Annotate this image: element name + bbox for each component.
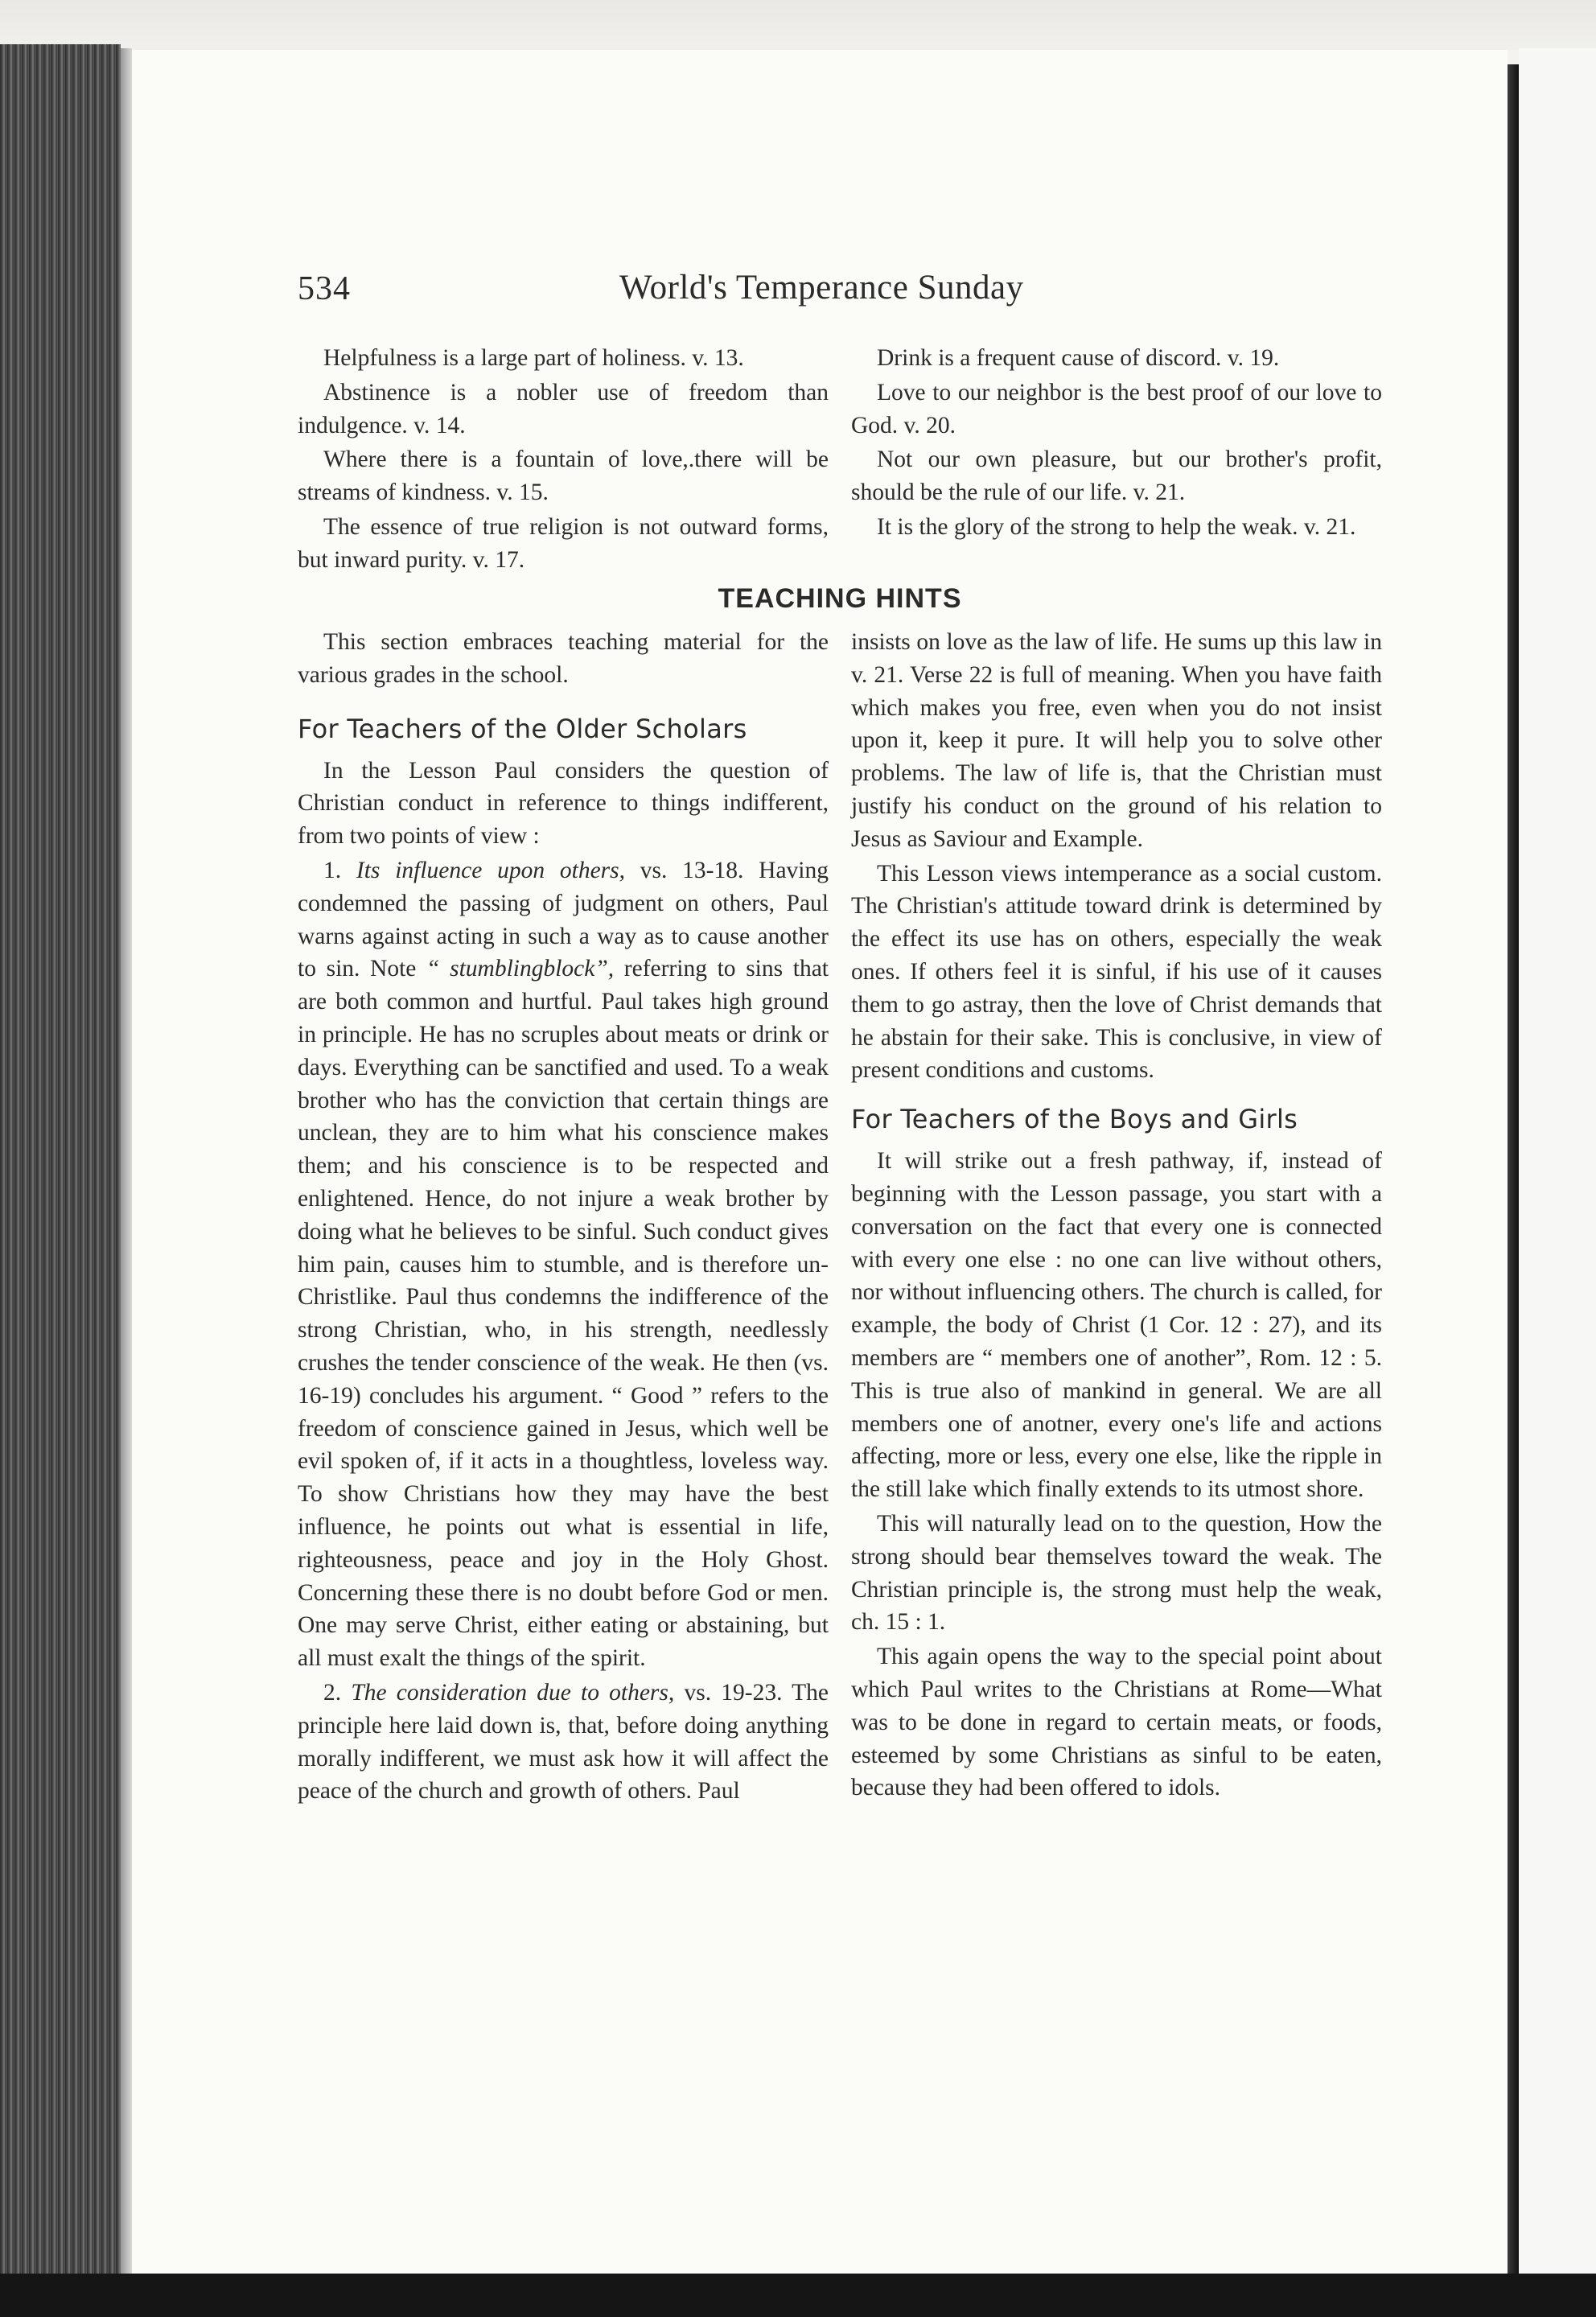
thought-item: Not our own pleasure, but our brother's profit, should be the rule of our life. v. 21.	[851, 447, 1382, 506]
scan-top-margin	[0, 0, 1596, 50]
thought-item: The essence of true religion is not outward forms, but inward purity. v. 17.	[298, 513, 829, 573]
boys-girls-paragraph-1: It will strike out a fresh pathway, if, instead of beginning with the Lesson passage, you start with a conversation on the fact that every one is connected with every one else : no one can live without others, nor without influencing others. The church is called, for example, the body of Christ (1 Cor. 12 : 27), and its members are “ members one of another”, Rom. 12 : 5. This is true also of mankind in general. We are all members one of anotner, every one's life and actions affecting, more or less, every one else, like the ripple in the still lake which finally extends to its utmost shore.	[851, 1148, 1382, 1503]
section-title: TEACHING HINTS	[718, 583, 962, 614]
boys-girls-heading: For Teachers of the Boys and Girls	[851, 1104, 1298, 1135]
page-stack-edge	[121, 48, 132, 2293]
running-title: World's Temperance Sunday	[619, 269, 1024, 307]
point-number: 1.	[323, 857, 342, 883]
paragraph-text: vs. 13-18. Having condemned the passing of judgment on others, Paul warns against acting in such a way as to cause another to sin. Note	[298, 857, 829, 982]
point-number: 2.	[323, 1679, 342, 1706]
thought-item: Love to our neighbor is the best proof of our love to God. v. 20.	[851, 379, 1382, 438]
intro-paragraph: This section embraces teaching material for the various grades in the school.	[298, 629, 829, 688]
facing-page-gutter	[1508, 64, 1519, 2277]
older-paragraph-3	[298, 1677, 829, 1808]
thought-item: Where there is a fountain of love,.there will be streams of kindness. v. 15.	[298, 447, 829, 506]
boys-girls-paragraph-3: This again opens the way to the special point about which Paul writes to the Christians at Rome—What was to be done in regard to certain meats, or foods, esteemed by some Christians as sinful to be eaten, because they had been offered to idols.	[851, 1644, 1382, 1801]
boys-girls-paragraph-2: This will naturally lead on to the question, How the strong should bear themselves toward the weak. The Christian principle is, the strong must help the weak, ch. 15 : 1.	[851, 1510, 1382, 1636]
book-binding-edge	[0, 44, 121, 2297]
thought-item: Drink is a frequent cause of discord. v. 19.	[877, 345, 1280, 371]
thoughts-right-column	[851, 342, 1382, 544]
older-paragraph-4: This Lesson views intemperance as a social custom. The Christian's attitude toward drink is determined by the effect its use has on others, especially the weak ones. If others feel it is sinful, if his use of it causes them to go astray, then the love of Christ demands that he abstain for their sake. This is conclusive, in view of present conditions and customs.	[851, 860, 1382, 1084]
point-heading: Its influence upon others,	[356, 857, 625, 883]
scan-bottom-edge	[0, 2274, 1596, 2317]
thought-item: Abstinence is a nobler use of freedom than indulgence. v. 14.	[298, 379, 829, 438]
thought-item: Helpfulness is a large part of holiness. v. 13.	[323, 345, 744, 371]
scan-right-margin	[1519, 48, 1596, 2277]
point-heading: The consideration due to others,	[351, 1679, 675, 1706]
paragraph-text: referring to sins that are both common and hurtful. Paul takes high ground in principle. He has no scruples about meats or drink or days. Everything can be sanctified and used. To a weak brother who has the conviction that certain things are unclean, they are to him what his conscience makes them; and his conscience is to be respected and enlightened. Hence, do not injure a weak brother by doing what he believes to be sinful. Such conduct gives him pain, causes him to stumble, and is therefore un-Christlike. Paul thus condemns the indifference of the strong Christian, who, in his strength, needlessly crushes the tender conscience of the weak. He then (vs. 16-19) concludes his argument. “ Good ” refers to the freedom of conscience gained in Jesus, which well be evil spoken of, if it acts in a thoughtless, loveless way. To show Christians how they may have the best influence, he points out what is essential in life, righteousness, peace and joy in the Holy Ghost. Concerning these there is no doubt before God or men. One may serve Christ, either eating or abstaining, but all must exalt the things of the spirit.	[298, 956, 829, 1672]
older-paragraph-1: In the Lesson Paul considers the question of Christian conduct in reference to things indifferent, from two points of view :	[298, 757, 829, 850]
thought-item: It is the glory of the strong to help the weak. v. 21.	[877, 513, 1356, 540]
older-paragraph-3-continued: insists on love as the law of life. He sums up this law in v. 21. Verse 22 is full of meaning. When you have faith which makes you free, even when you do not insist upon it, keep it pure. It will help you to solve other problems. The law of life is, that the Christian must justify his conduct on the ground of his relation to Jesus as Saviour and Example.	[851, 629, 1382, 852]
teaching-right-column	[851, 626, 1382, 1805]
paragraph-text: vs. 19-23. The principle here laid down is, that, before doing anything morally indifferent, we must ask how it will affect the peace of the church and growth of others. Paul	[298, 1679, 829, 1805]
quoted-term: “ stumblingblock”,	[426, 956, 615, 982]
page-number: 534	[298, 270, 351, 307]
thoughts-left-column	[298, 342, 829, 577]
teaching-left-column	[298, 626, 829, 1808]
older-paragraph-2	[298, 854, 829, 1675]
older-scholars-heading: For Teachers of the Older Scholars	[298, 713, 747, 744]
